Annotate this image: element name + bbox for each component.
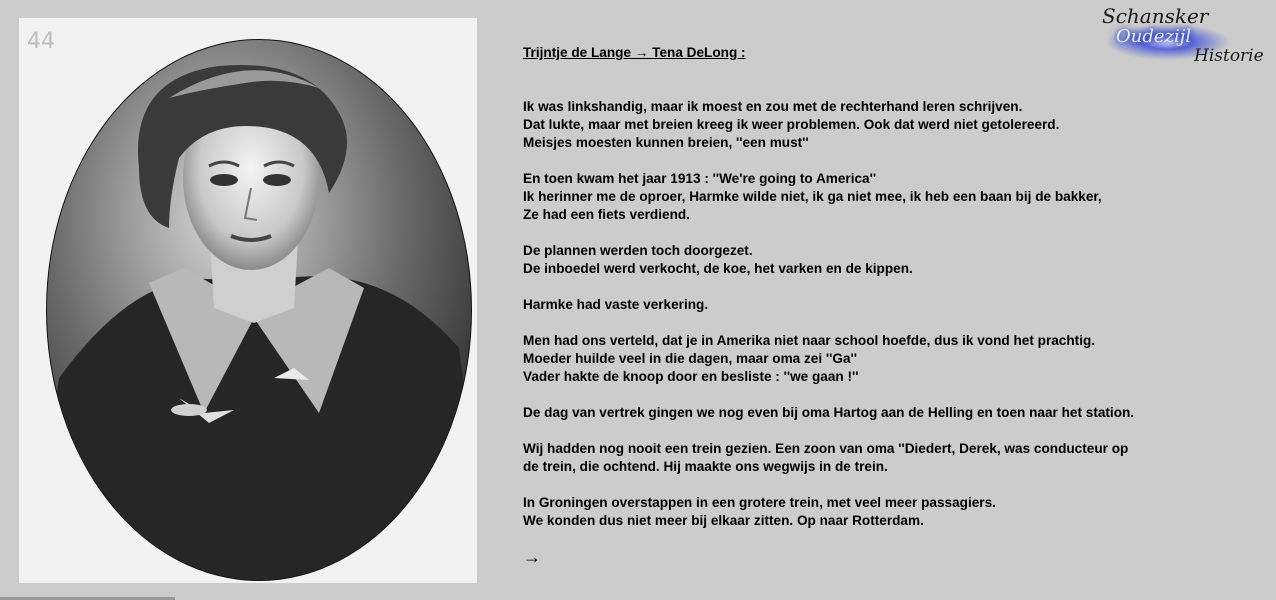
story-line: De plannen werden toch doorgezet. — [523, 243, 753, 258]
story-paragraph — [523, 404, 1243, 422]
story-paragraph — [523, 98, 1243, 152]
portrait-photo — [19, 18, 477, 583]
story-line: Ik was linkshandig, maar ik moest en zou met de rechterhand leren schrijven. — [523, 99, 1023, 114]
story-paragraph — [523, 242, 1243, 278]
story-line: Meisjes moesten kunnen breien, ''een must'' — [523, 135, 809, 150]
story-line: En toen kwam het jaar 1913 : ''We're going to America'' — [523, 171, 877, 186]
story-paragraph — [523, 332, 1243, 386]
logo-line-2: Oudezijl — [1116, 26, 1192, 47]
story-line: Ik herinner me de oproer, Harmke wilde niet, ik ga niet mee, ik heb een baan bij de bakker, — [523, 189, 1102, 204]
story-line: We konden dus niet meer bij elkaar zitten. Op naar Rotterdam. — [523, 513, 924, 528]
story-line: In Groningen overstappen in een grotere trein, met veel meer passagiers. — [523, 495, 996, 510]
story-line: De inboedel werd verkocht, de koe, het varken en de kippen. — [523, 261, 913, 276]
story-text — [523, 44, 1243, 566]
story-paragraphs — [523, 98, 1243, 530]
story-line: Wij hadden nog nooit een trein gezien. Een zoon van oma ''Diedert, Derek, was conducteur op — [523, 441, 1129, 456]
corner-mark: 44 — [27, 29, 55, 54]
portrait-image — [19, 18, 477, 583]
story-paragraph — [523, 494, 1243, 530]
story-line: Moeder huilde veel in die dagen, maar oma zei ''Ga'' — [523, 351, 857, 366]
story-paragraph — [523, 440, 1243, 476]
story-line: Ze had een fiets verdiend. — [523, 207, 690, 222]
story-paragraph — [523, 170, 1243, 224]
story-line: de trein, die ochtend. Hij maakte ons wegwijs in de trein. — [523, 459, 888, 474]
logo-line-3: Historie — [1194, 46, 1264, 66]
story-line: Dat lukte, maar met breien kreeg ik weer problemen. Ook dat werd niet getolereerd. — [523, 117, 1060, 132]
story-line: Harmke had vaste verkering. — [523, 297, 709, 312]
story-title: Trijntje de Lange → Tena DeLong : — [523, 45, 746, 60]
story-paragraph — [523, 296, 1243, 314]
story-line: Vader hakte de knoop door en besliste : ''we gaan !'' — [523, 369, 859, 384]
logo-line-1: Schansker — [1102, 4, 1209, 28]
next-page-arrow[interactable]: → — [523, 547, 541, 567]
story-line: Men had ons verteld, dat je in Amerika niet naar school hoefde, dus ik vond het prachtig. — [523, 333, 1096, 348]
story-line: De dag van vertrek gingen we nog even bij oma Hartog aan de Helling en toen naar het station. — [523, 405, 1135, 420]
